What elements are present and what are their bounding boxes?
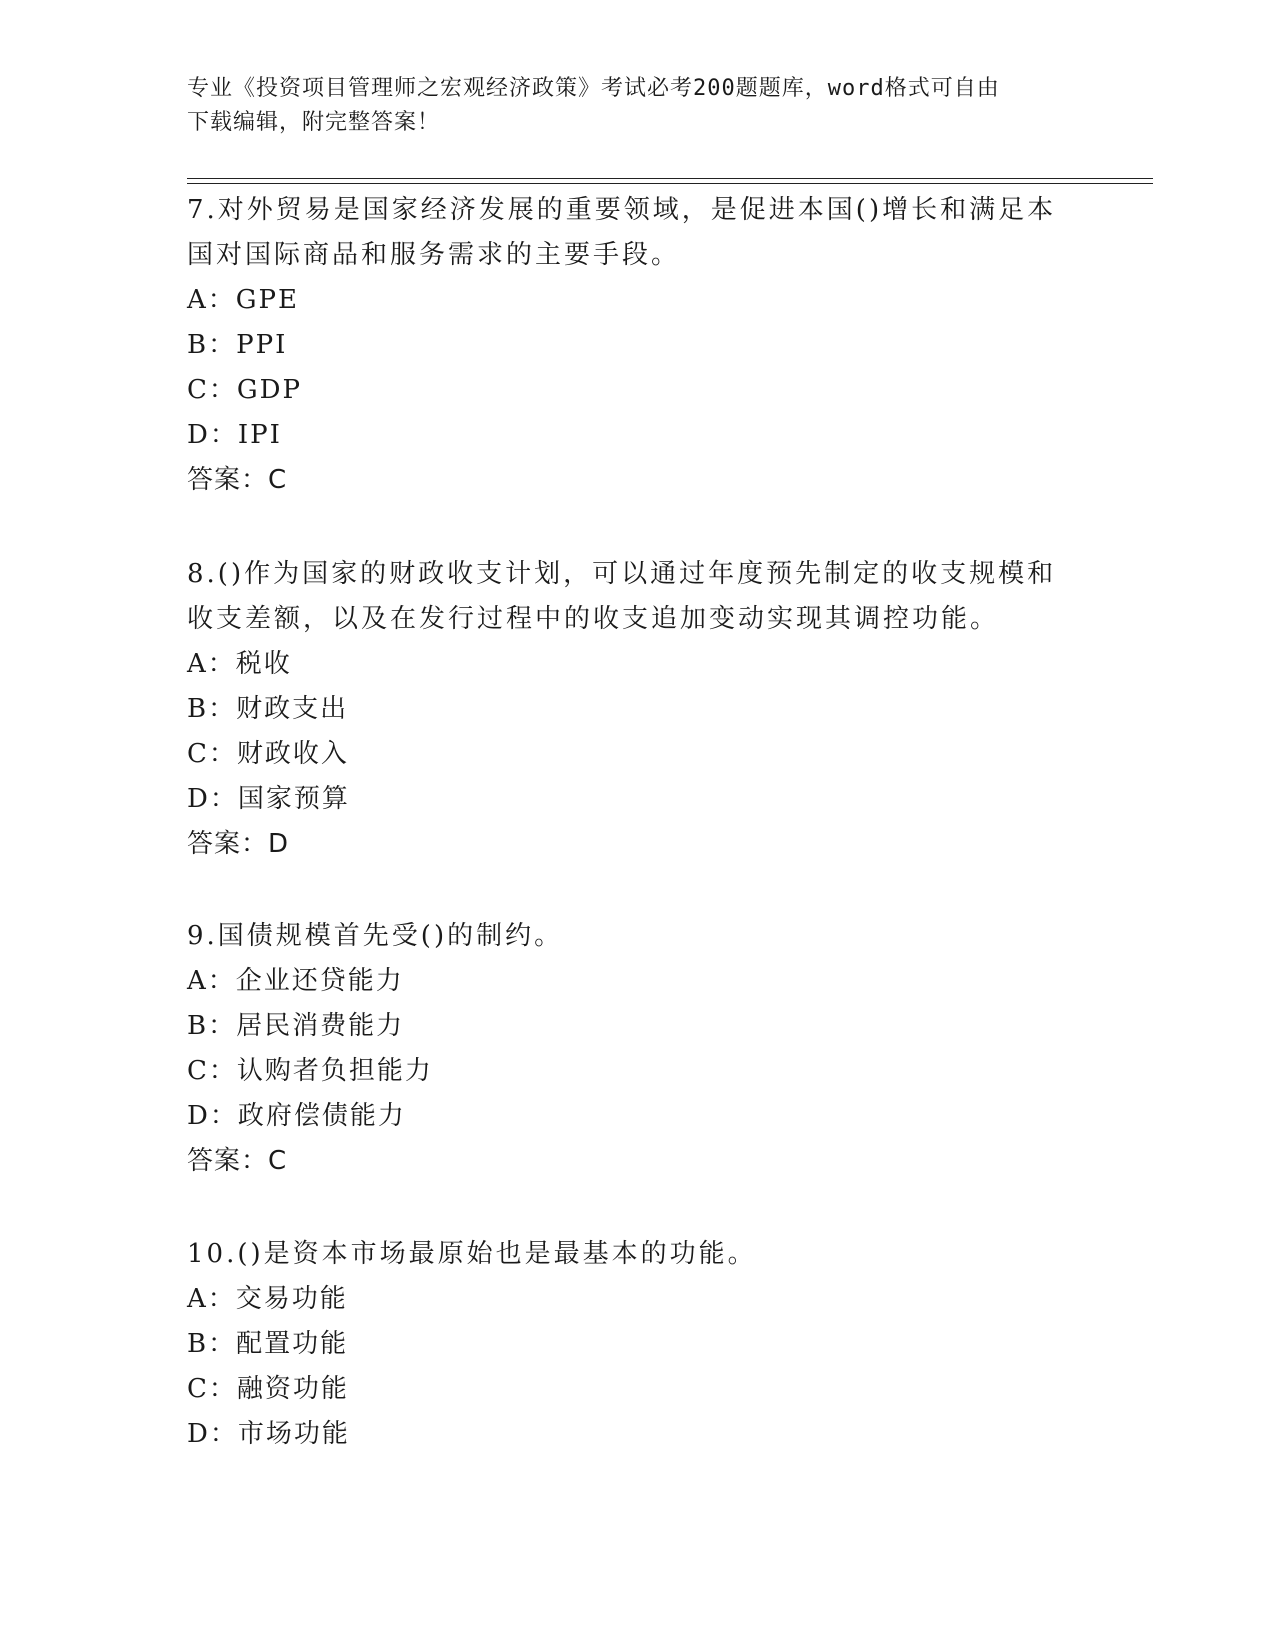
header-line-1: 专业《投资项目管理师之宏观经济政策》考试必考200题题库，word格式可自由 <box>187 76 1000 101</box>
question-stem-line: 10.()是资本市场最原始也是最基本的功能。 <box>187 1239 757 1269</box>
document-header <box>187 72 1087 140</box>
answer-line: 答案：C <box>187 465 288 495</box>
question-stem-line: 收支差额，以及在发行过程中的收支追加变动实现其调控功能。 <box>187 604 1000 634</box>
option-d: D：IPI <box>187 420 282 450</box>
option-a: A：GPE <box>187 285 300 315</box>
answer-line: 答案：C <box>187 1146 288 1176</box>
question-stem-line: 国对国际商品和服务需求的主要手段。 <box>187 240 681 270</box>
answer-line: 答案：D <box>187 829 290 859</box>
question-8 <box>187 552 1087 867</box>
question-stem-line: 8.()作为国家的财政收支计划，可以通过年度预先制定的收支规模和 <box>187 559 1057 589</box>
question-9 <box>187 914 1087 1184</box>
option-a: A：企业还贷能力 <box>187 966 404 996</box>
question-stem-line: 9.国债规模首先受()的制约。 <box>187 921 564 951</box>
option-b: B：配置功能 <box>187 1329 349 1359</box>
option-c: C：财政收入 <box>187 739 349 769</box>
question-7 <box>187 188 1087 503</box>
option-b: B：财政支出 <box>187 694 349 724</box>
option-b: B：PPI <box>187 330 288 360</box>
question-stem-line: 7.对外贸易是国家经济发展的重要领域，是促进本国()增长和满足本 <box>187 195 1057 225</box>
header-divider-bottom <box>187 183 1153 184</box>
header-divider-top <box>187 178 1153 179</box>
option-c: C：GDP <box>187 375 303 405</box>
header-line-2: 下载编辑，附完整答案！ <box>187 110 441 135</box>
option-c: C：认购者负担能力 <box>187 1056 433 1086</box>
option-c: C：融资功能 <box>187 1374 349 1404</box>
option-d: D：国家预算 <box>187 784 350 814</box>
option-a: A：交易功能 <box>187 1284 348 1314</box>
question-10 <box>187 1232 1087 1457</box>
option-d: D：政府偿债能力 <box>187 1101 406 1131</box>
option-a: A：税收 <box>187 649 292 679</box>
option-b: B：居民消费能力 <box>187 1011 405 1041</box>
option-d: D：市场功能 <box>187 1419 350 1449</box>
